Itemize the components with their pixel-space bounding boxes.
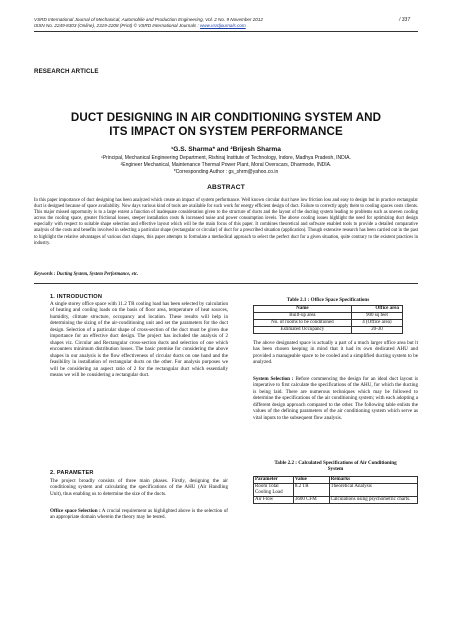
office-space-table: [253, 305, 403, 334]
table-cell: 4 (Office area): [351, 320, 402, 327]
table-cell: 8.2 TR: [293, 484, 329, 497]
table-cell: Theoretical Analysis: [329, 484, 417, 497]
table-row: [254, 327, 403, 334]
table-2-1-caption: Table 2.1 : Office Space Specifications: [286, 297, 370, 303]
space-description-paragraph: The above designated space is actually a part of a much larger office area but it has been chosen keeping in mind that it had its own dedicated AHU and provided a manageable space to be cooled and a simplified ducting system to be analyzed.: [253, 340, 418, 366]
abstract-rule: [34, 283, 418, 284]
table-row: [254, 484, 418, 497]
table-header-cell: Office area: [351, 306, 402, 313]
journal-citation-line1: VSRD International Journal of Mechanical, Automobile and Production Engineering, Vol. 2 No. 9 November 2012: [34, 17, 263, 22]
office-space-selection-lead: Office space Selection :: [50, 508, 101, 514]
corresponding-author: *Corresponding Author : gs_shrm@yahoo.co.in: [173, 169, 279, 175]
system-selection-text: Before commencing the design for an ideal duct layout is imperative to first calculate the specifications of the AHU, for which the ducting is being laid. There are numerous techniques which may be followed to determine the specifications of the air conditioning system; with each adopting a different design approach compared to the other. The following table enlists the values of the defining parameters of the air conditioning system which serve as vital inputs to the subsequent flow analysis.: [253, 376, 418, 421]
table-cell: 3600 CFM: [293, 497, 329, 504]
system-specifications-table: [253, 476, 418, 504]
table-cell: Built-up area: [254, 313, 352, 320]
office-space-selection-paragraph: [50, 508, 228, 521]
table-cell: Estimated Occupancy: [254, 327, 352, 334]
system-selection-lead: System Selection :: [253, 376, 294, 382]
page-number: / 337: [399, 17, 411, 23]
table-header-row: [254, 306, 403, 313]
table-cell: Air Flow: [254, 497, 294, 504]
office-space-selection-text: A crucial requirement as highlighted above is the selection of an appropriate domain wherein the theory may be tested.: [50, 508, 229, 521]
journal-website-link[interactable]: www.vsrdjournals.com: [200, 23, 246, 28]
section-heading-introduction: 1. INTRODUCTION: [50, 294, 103, 300]
issn-text: ISSN No. 2249-8303 (Online), 2319-2208 (Print) © VSRD International Journals :: [34, 23, 201, 28]
introduction-text: A single storey office space with 11.2 TR cooling load has been selected by calculation of heating and cooling loads on the basis of floor area, temperature of heat sources, humidity, climate structure, occupancy and location. These results will help in determining the sizing of the air-conditioning unit and set the parameters for the duct design. Selection of a particular shape of cross-section of the duct must be given due importance for an effective duct design. The project has included the analysis of 2 shapes viz. Circular and Rectangular cross-section ducts and selection of one which encounters minimum distribution losses. The basic premise for considering the above shapes in our analysis is the flow effectiveness of circular ducts on one hand and the feasibility in installation of rectangular ducts on the other. For analysis purposes we will be considering an aspect ratio of 2 for the rectangular duct which essentially means we will be considering a rectangular duct.: [50, 301, 228, 378]
table-row: [254, 313, 403, 320]
section-heading-parameter: 2. PARAMETER: [50, 470, 94, 476]
table-header-row: [254, 477, 418, 484]
table-header-cell: Remarks: [329, 477, 417, 484]
abstract-body: In this paper importance of duct designing has been analyzed which create an impact of system performance. Well known circular duct have low friction loss and easy to design but in practice rectangular duct is designed because of space availability. Now days various kind of tools are available for such work for energy efficient design of duct. Failure to correctly apply them to cooling spaces costs clients. This major missed opportunity is to a large extent a function of inadequate consideration given to the structure of ducts and the layout of the ducting system leading to problems such as uneven cooling across the cooling space, greater frictional losses, steeper installation costs & increased noise and power consumption levels. The above cooling issues highlight the need for optimizing duct design especially with respect to suitable shape selection and effective layout which will be the main focus of this paper. It combines theoretical and software enabled tools to provide a detailed comparative analysis of the costs and benefits involved in selecting a particular shape (rectangular or circular) of duct for a prescribed situation (application). Though extensive research has been carried out in the past to highlight the relative advantages of various duct shapes, this paper attempts to formulate a methodical approach to select the perfect duct for a given situation, quite contrary to the existent practices in industry.: [34, 198, 418, 246]
table-cell: 900 sq feet: [351, 313, 402, 320]
affiliation-1: ¹Principal, Mechanical Engineering Department, Rishiraj Institute of Technology, Indore, Madhya Pradesh, INDIA.: [101, 155, 351, 161]
table-row: [254, 320, 403, 327]
table-cell: Room Total Cooling Load: [254, 484, 294, 497]
header-rule: [34, 31, 418, 32]
author-list: ¹G.S. Sharma* and ²Brijesh Sharma: [171, 146, 281, 153]
affiliation-2: ²Engineer Mechanical, Maintenance Thermal Power Plant, Moral Overscars, Dharmode, INDIA.: [120, 162, 332, 168]
table-cell: No. of rooms to be conditioned: [254, 320, 352, 327]
table-2-2-caption-line1: Table 2.2 : Calculated Specifications of Air Conditioning: [274, 460, 397, 466]
system-selection-paragraph: [253, 376, 418, 421]
table-header-cell: Value: [293, 477, 329, 484]
table-cell: Calculations using psychometric charts.: [329, 497, 417, 504]
table-cell: 20-30: [351, 327, 402, 334]
paper-title-line2: ITS IMPACT ON SYSTEM PERFORMANCE: [109, 125, 343, 138]
article-type-label: RESEARCH ARTICLE: [34, 68, 99, 75]
table-2-2-caption-line2: System: [327, 466, 344, 473]
keywords: Keywords : Ducting System, System Performance, etc.: [34, 272, 139, 277]
paper-title-line1: DUCT DESIGNING IN AIR CONDITIONING SYSTEM AND: [70, 111, 382, 124]
table-row: [254, 497, 418, 504]
table-header-cell: Name: [254, 306, 352, 313]
table-header-cell: Parameter: [254, 477, 294, 484]
table-2-2-caption: [253, 460, 418, 473]
abstract-heading: ABSTRACT: [207, 184, 245, 191]
parameter-text: The project broadly consists of three main phases. Firstly, designing the air conditioning system and calculating the specifications of the AHU (Air Handling Unit), thus enabling us to determine the size of the ducts.: [50, 478, 228, 497]
journal-citation-line2: [34, 23, 374, 29]
